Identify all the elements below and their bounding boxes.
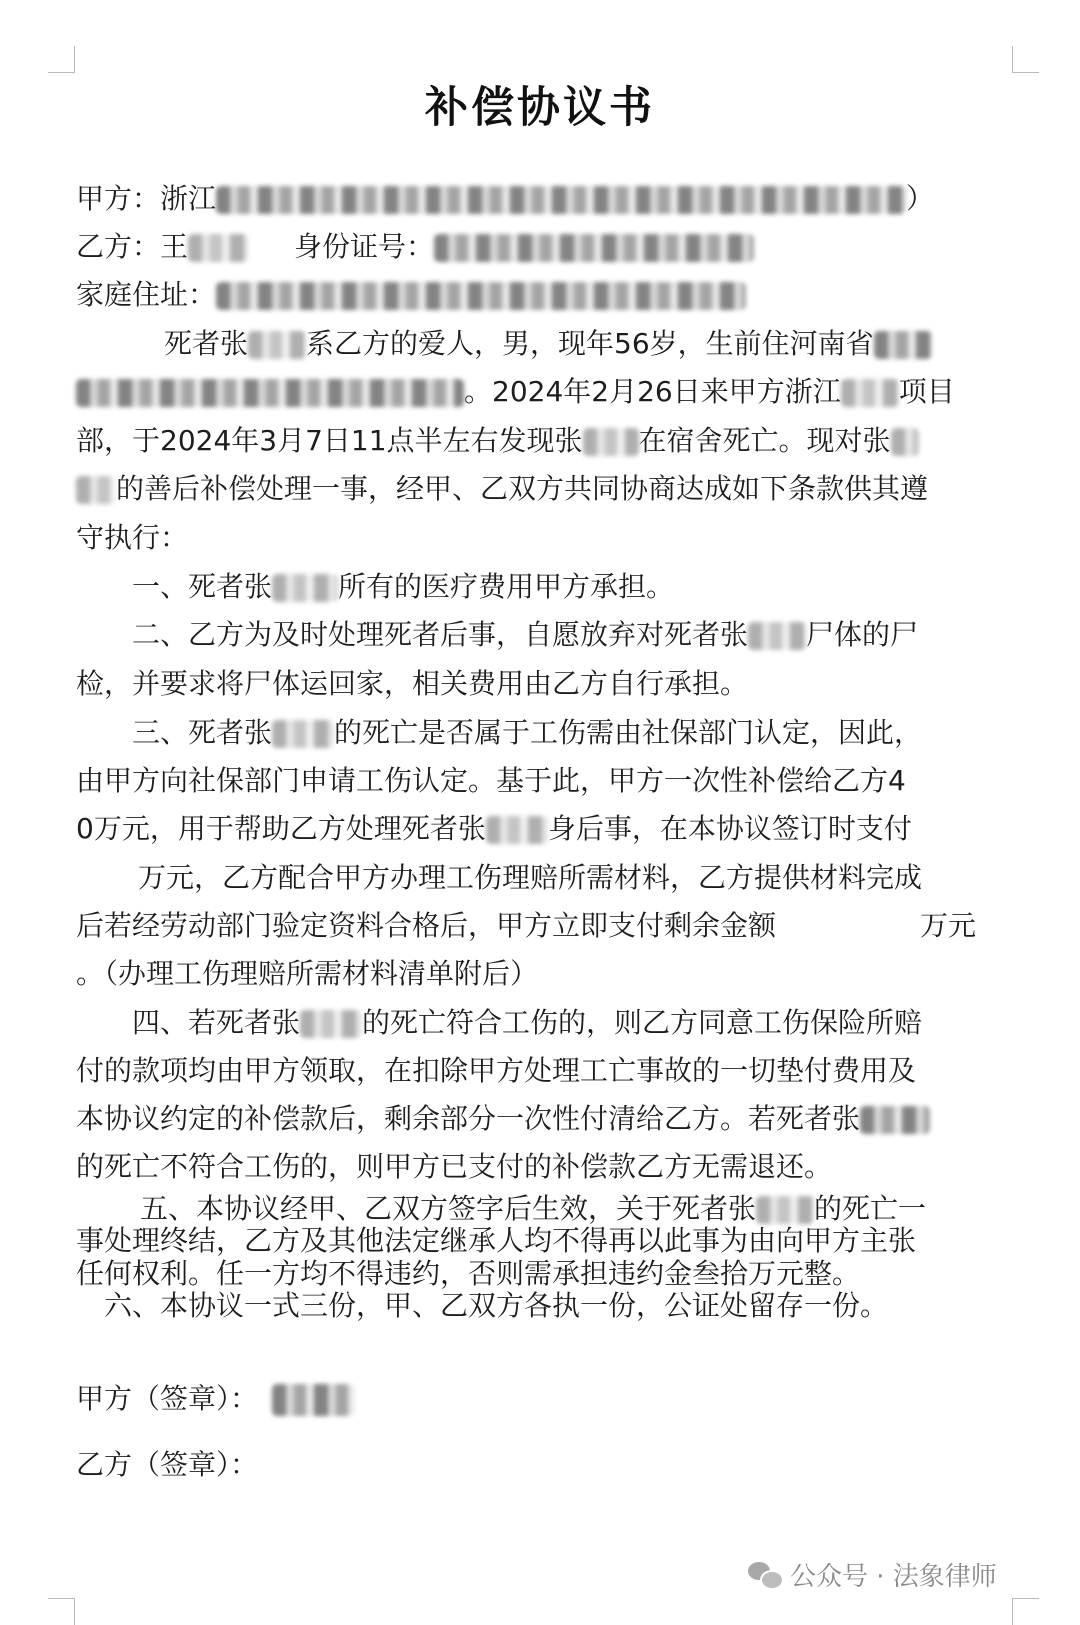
wechat-icon xyxy=(748,1562,782,1588)
paragraph-text: 的死亡一 xyxy=(814,1192,927,1225)
clause-3 xyxy=(138,861,922,895)
page-corner-mark xyxy=(1012,46,1039,73)
redacted-text xyxy=(860,1106,930,1134)
paragraph-text: 后若经劳动部门验定资料合格后，甲方立即支付剩余金额 xyxy=(76,909,777,942)
address-label: 家庭住址： xyxy=(76,278,217,311)
paragraph-text: 在宿舍死亡。现对张 xyxy=(638,424,891,457)
clause-5 xyxy=(140,1192,926,1226)
redacted-text xyxy=(841,379,899,407)
clause-2 xyxy=(132,618,918,652)
party-b-line xyxy=(76,230,754,264)
redacted-text xyxy=(874,331,932,359)
paragraph-text: 检，并要求将尸体运回家，相关费用由乙方自行承担。 xyxy=(76,667,749,700)
clause-4 xyxy=(76,1150,832,1184)
intro-line xyxy=(164,327,932,361)
paragraph-text: 所有的医疗费用甲方承担。 xyxy=(338,570,675,603)
intro-line xyxy=(76,521,188,555)
signature-party-a xyxy=(76,1382,354,1416)
redacted-text xyxy=(748,622,806,650)
paragraph-text: 付的款项均由甲方领取，在扣除甲方处理工亡事故的一切垫付费用及 xyxy=(76,1054,917,1087)
redacted-text xyxy=(486,816,548,844)
page-corner-mark xyxy=(48,1598,75,1625)
party-a-label: 甲方：浙江 xyxy=(76,182,217,215)
redacted-text xyxy=(756,1196,814,1224)
paragraph-text: 六、本协议一式三份，甲、乙双方各执一份，公证处留存一份。 xyxy=(104,1289,889,1322)
address-line xyxy=(76,278,746,312)
party-b-id-label: 身份证号： xyxy=(294,230,435,263)
redacted-text xyxy=(434,234,754,262)
clause-2 xyxy=(76,667,748,701)
paragraph-text: 尸体的尸 xyxy=(806,618,919,651)
watermark-text: 公众号 · 法象律师 xyxy=(790,1562,997,1592)
clause-5 xyxy=(76,1257,860,1291)
party-b-label: 乙方：王 xyxy=(76,230,189,263)
signature-label: 甲方（签章）： xyxy=(76,1382,259,1415)
paragraph-text: 万元，乙方配合甲方办理工伤理赔所需材料，乙方提供材料完成 xyxy=(138,861,923,894)
intro-line xyxy=(76,472,928,506)
redacted-text xyxy=(891,428,919,456)
paragraph-text: 四、若死者张 xyxy=(132,1006,301,1039)
redacted-text xyxy=(216,186,906,214)
redacted-text xyxy=(272,574,338,602)
paragraph-text: 的死亡不符合工伤的，则甲方已支付的补偿款乙方无需退还。 xyxy=(76,1150,833,1183)
page-corner-mark xyxy=(1012,1598,1039,1625)
party-a-suffix: ） xyxy=(906,182,935,215)
paragraph-text: 由甲方向社保部门申请工伤认定。基于此，甲方一次性补偿给乙方4 xyxy=(76,764,906,797)
watermark xyxy=(748,1556,997,1593)
paragraph-text: 守执行： xyxy=(76,521,189,554)
clause-5 xyxy=(76,1224,916,1258)
signature-label: 乙方（签章）： xyxy=(76,1448,259,1481)
intro-line xyxy=(76,375,955,409)
document-title: 补偿协议书 xyxy=(425,83,655,133)
clause-4 xyxy=(132,1006,922,1040)
paragraph-text: 五、本协议经甲、乙双方签字后生效，关于死者张 xyxy=(140,1192,757,1225)
paragraph-text: 的善后补偿处理一事，经甲、乙双方共同协商达成如下条款供其遵 xyxy=(116,472,929,505)
paragraph-text: 二、乙方为及时处理死者后事，自愿放弃对死者张 xyxy=(132,618,749,651)
clause-4 xyxy=(76,1102,930,1136)
redacted-text xyxy=(76,379,464,407)
clause-3 xyxy=(920,909,976,943)
clause-3 xyxy=(76,812,912,846)
clause-3 xyxy=(76,764,906,798)
intro-line xyxy=(76,424,919,458)
redacted-text xyxy=(188,234,248,262)
paragraph-text: 的死亡是否属于工伤需由社保部门认定，因此， xyxy=(334,716,923,749)
paragraph-text: 身后事，在本协议签订时支付 xyxy=(547,812,912,845)
paragraph-text: 本协议约定的补偿款后，剩余部分一次性付清给乙方。若死者张 xyxy=(76,1102,861,1135)
paragraph-text: 系乙方的爱人，男，现年56岁，生前住河南省 xyxy=(306,327,874,360)
clause-4 xyxy=(76,1054,916,1088)
redacted-text xyxy=(216,282,746,310)
paragraph-text: 一、死者张 xyxy=(132,570,273,603)
paragraph-text: 事处理终结，乙方及其他法定继承人均不得再以此事为由向甲方主张 xyxy=(76,1224,917,1257)
redacted-text xyxy=(272,720,334,748)
redacted-text xyxy=(248,331,306,359)
redacted-signature xyxy=(272,1384,354,1416)
page-corner-mark xyxy=(48,46,75,73)
clause-6 xyxy=(104,1289,888,1323)
redacted-text xyxy=(300,1010,362,1038)
paragraph-text: 部，于2024年3月7日11点半左右发现张 xyxy=(76,424,583,457)
paragraph-text: 。2024年2月26日来甲方浙江 xyxy=(464,375,841,408)
clause-1 xyxy=(132,570,674,604)
paragraph-text: 任何权利。任一方均不得违约，否则需承担违约金叁拾万元整。 xyxy=(76,1257,861,1290)
paragraph-text: 0万元，用于帮助乙方处理死者张 xyxy=(76,812,486,845)
paragraph-text: 。（办理工伤理赔所需材料清单附后） xyxy=(76,957,539,990)
paragraph-text: 万元 xyxy=(920,909,977,942)
signature-party-b xyxy=(76,1448,258,1482)
paragraph-text: 项目 xyxy=(898,375,955,408)
redacted-text xyxy=(76,476,116,504)
redacted-text xyxy=(583,428,639,456)
clause-3 xyxy=(76,957,538,991)
clause-3 xyxy=(132,716,922,750)
party-a-line xyxy=(76,182,934,216)
paragraph-text: 死者张 xyxy=(164,327,249,360)
paragraph-text: 三、死者张 xyxy=(132,716,273,749)
paragraph-text: 的死亡符合工伤的，则乙方同意工伤保险所赔 xyxy=(362,1006,923,1039)
clause-3 xyxy=(76,909,776,943)
